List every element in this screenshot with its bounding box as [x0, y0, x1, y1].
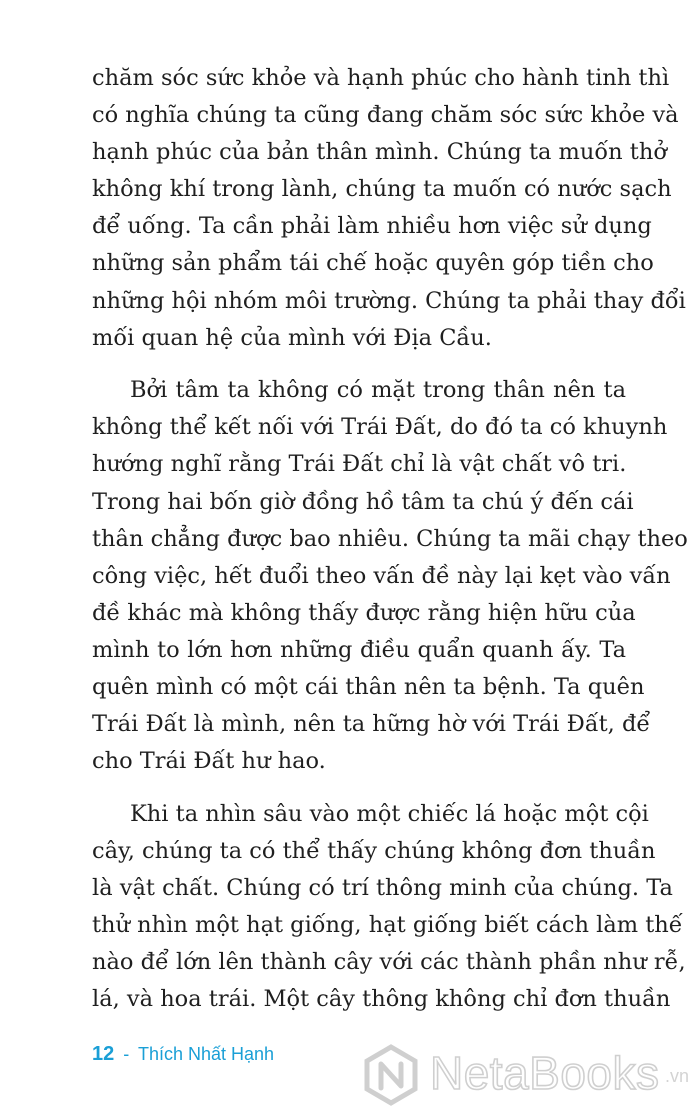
text-line: thân chẳng được bao nhiêu. Chúng ta mãi chạy theo: [92, 525, 688, 552]
paragraph-1: [92, 60, 686, 357]
footer-separator: -: [123, 1044, 130, 1064]
text-line: Trái Đất là mình, nên ta hững hờ với Trái Đất, để: [92, 711, 651, 738]
text-line: những hội nhóm môi trường. Chúng ta phải thay đổi: [92, 287, 686, 314]
text-line: Trong hai bốn giờ đồng hồ tâm ta chú ý đến cái: [92, 488, 634, 515]
text-line: thử nhìn một hạt giống, hạt giống biết cách làm thế: [92, 912, 683, 939]
text-line: hạnh phúc của bản thân mình. Chúng ta muốn thở: [92, 139, 667, 166]
text-line: có nghĩa chúng ta cũng đang chăm sóc sức khỏe và: [92, 102, 679, 129]
page-number: 12: [92, 1043, 115, 1065]
body-text: [92, 60, 688, 1034]
text-line: cây, chúng ta có thể thấy chúng không đơn thuần: [92, 837, 656, 864]
n-hexagon-logo-icon: [360, 1044, 422, 1106]
text-line: không khí trong lành, chúng ta muốn có nước sạch: [92, 176, 672, 203]
text-line: cho Trái Đất hư hao.: [92, 748, 326, 775]
text-line: Bởi tâm ta không có mặt trong thân nên ta: [130, 377, 626, 404]
text-line: là vật chất. Chúng có trí thông minh của chúng. Ta: [92, 874, 673, 901]
text-line: hướng nghĩ rằng Trái Đất chỉ là vật chất vô tri.: [92, 451, 627, 478]
text-line: mình to lớn hơn những điều quẩn quanh ấy. Ta: [92, 636, 626, 663]
watermark-tld: .vn: [665, 1066, 690, 1086]
text-line: chăm sóc sức khỏe và hạnh phúc cho hành tinh thì: [92, 65, 670, 91]
text-line: quên mình có một cái thân nên ta bệnh. Ta quên: [92, 674, 645, 700]
watermark: [360, 1042, 690, 1112]
text-line: mối quan hệ của mình với Địa Cầu.: [92, 324, 492, 351]
text-line: lá, và hoa trái. Một cây thông không chỉ đơn thuần: [92, 986, 671, 1013]
watermark-brand: NetaBooks: [430, 1047, 660, 1099]
page-footer: [92, 1043, 274, 1066]
text-line: đề khác mà không thấy được rằng hiện hữu của: [92, 599, 636, 626]
text-line: để uống. Ta cần phải làm nhiều hơn việc sử dụng: [92, 213, 652, 240]
text-line: công việc, hết đuổi theo vấn đề này lại kẹt vào vấn: [92, 562, 671, 589]
text-line: những sản phẩm tái chế hoặc quyên góp tiền cho: [92, 250, 654, 277]
text-line: không thể kết nối với Trái Đất, do đó ta có khuynh: [92, 414, 668, 441]
text-line: nào để lớn lên thành cây với các thành phần như rễ,: [92, 949, 686, 976]
paragraph-2: [92, 372, 688, 780]
text-line: Khi ta nhìn sâu vào một chiếc lá hoặc một cội: [130, 800, 649, 827]
paragraph-3: [92, 796, 686, 1019]
author-name: Thích Nhất Hạnh: [137, 1044, 275, 1064]
